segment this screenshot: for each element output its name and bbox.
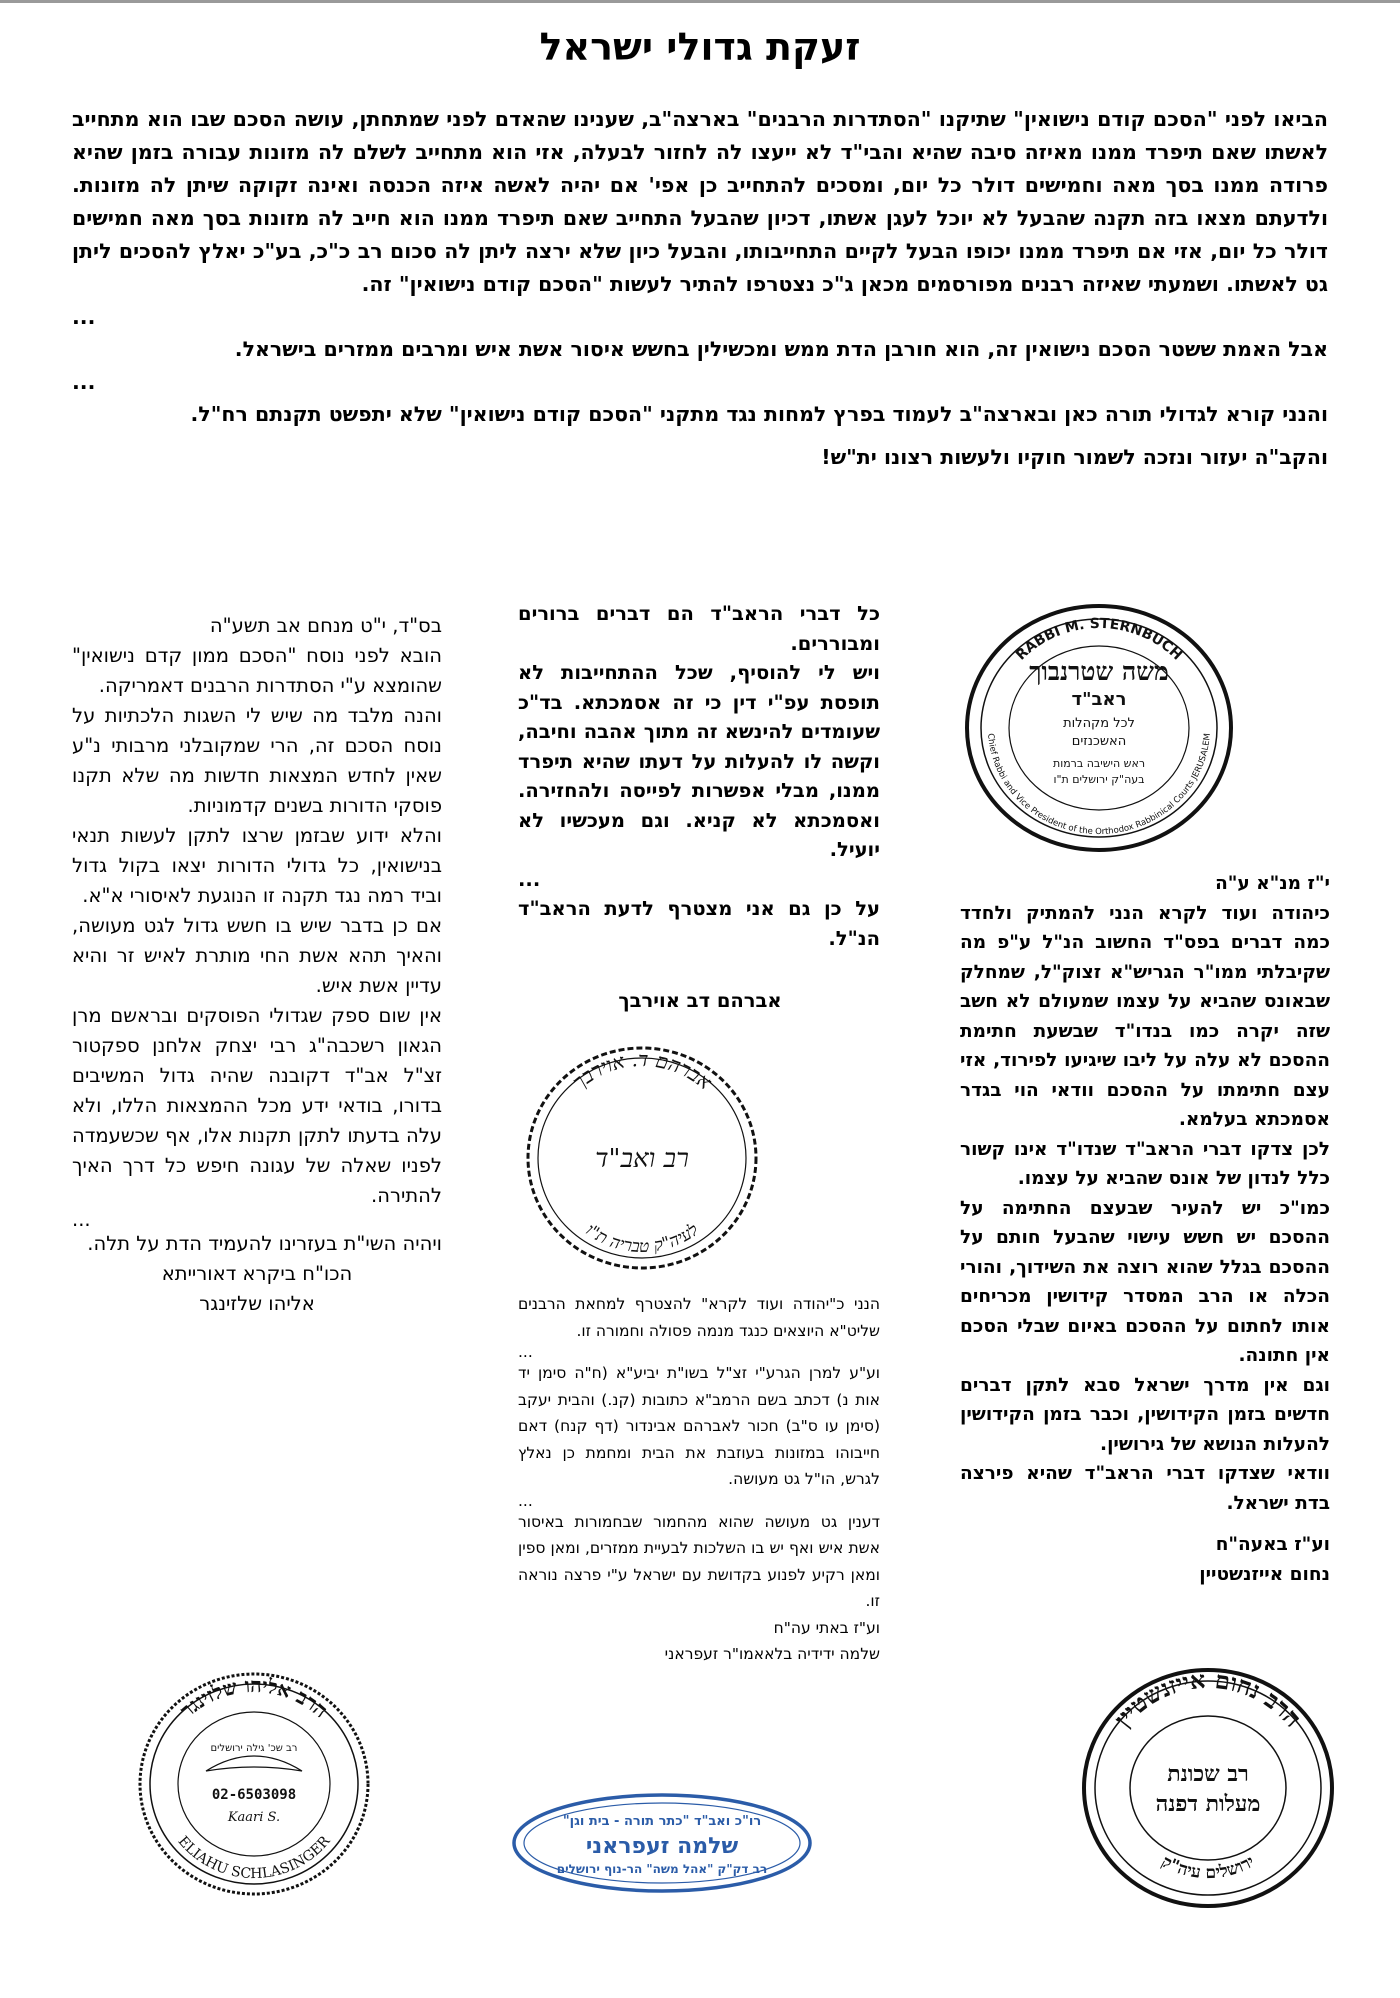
schlesinger-stamp-town: Kaari S. (227, 1810, 281, 1825)
svg-text:ירושלים עיה"ק (1158, 1852, 1258, 1883)
auerbach-stamp-arc: אברהם ד. אוירבך (567, 1046, 717, 1095)
schlesinger-date: בס"ד, י"ט מנחם אב תשע"ה (209, 614, 442, 637)
sternbuch-stamp-english-bottom: Chief Rabbi and Vice President of the Orthodox Rabbinical Courts JERUSALEM (985, 732, 1213, 838)
schlesinger-signature: אליהו שלזינגר (199, 1292, 315, 1315)
zafrani-paragraph-1: הנני כ"יהודה ועוד לקרא" להצטרף למחאת הרבנים שליט"א היוצאים כנגד מנמה פסולה וחמורה זו. (518, 1295, 880, 1340)
schlesinger-ellipsis: ... (72, 1208, 91, 1231)
auerbach-letter (518, 599, 880, 953)
zafrani-stamp (510, 1791, 814, 1895)
zafrani-sign-line: וע"ז באתי עה"ח (773, 1618, 880, 1637)
zafrani-stamp-graphic (510, 1791, 814, 1895)
svg-text:הרב אליהו שלזינגר (175, 1673, 333, 1723)
schlesinger-paragraph-6: ויהיה השי"ת בעזרינו להעמיד הדת על תלה. (87, 1232, 442, 1255)
zafrani-paragraph-3: דענין גט מעושה שהוא מהחמור שבחמורות באיסור אשת איש ואף יש בו השלכות לבעיית ממזרים, ומאן ספין ומאן רקיע לפנוע בקדושת עם ישראל ע"י פרצה נוראה זו. (518, 1512, 880, 1610)
sternbuch-stamp-line4: בעה"ק ירושלים ת"ו (1053, 773, 1145, 786)
eisenstein-stamp (1078, 1663, 1338, 1913)
intro-closing: והקב"ה יעזור ונזכה לשמור חוקיו ולעשות רצונו ית"ש! (821, 445, 1328, 469)
intro-ellipsis-1: ... (72, 305, 96, 329)
svg-text:אברהם ד. אוירבך (567, 1047, 717, 1095)
schlesinger-paragraph-5: אין שום ספק שגדולי הפוסקים ובראשם מרן הגאון רשכבה"ג רבי יצחק אלחנן ספקטור זצ"ל אב"ד דקובנה שהיה גדול המשיבים בדורו, בודאי ידע מכל ההמצאות הללו, ולא עלה בדעתו לתקן תקנות אלו, אף שכשעמדה לפניו שאלה של עגונה חיפש כל דרך האיך להתירה. (72, 1004, 442, 1207)
intro-paragraph-3: והנני קורא לגדולי תורה כאן ובארצה"ב לעמוד בפרץ למחות נגד מתקני "הסכם קודם נישואין" שלא יתפשט תקנתם רח"ל. (190, 402, 1328, 426)
auerbach-stamp-bottom: לעיה"ק טבריה ת"ו (581, 1220, 703, 1258)
eisenstein-paragraph-1: כיהודה ועוד לקרא הנני להמתיק ולחדד כמה דברים בפס"ד החשוב הנ"ל ע"פ מה שקיבלתי ממו"ר הגריש"א זצוק"ל, שמחלק שבאונס שהביא על עצמו שמעולם לא חשב שזה יקרה כמו בנדו"ד שבשעת חתימת ההסכם לא עלה על ליבו שיגיעו לפירוד, אזי עצם חתימתו על ההסכם וודאי הוי בגדר אסמכתא בעלמא. (960, 902, 1330, 1130)
svg-text:ELIAHU SCHLASINGER (175, 1833, 334, 1882)
auerbach-stamp-graphic (522, 1043, 762, 1273)
svg-text:לעיה"ק טבריה ת"ו (582, 1220, 703, 1257)
schlesinger-stamp-graphic (136, 1671, 372, 1897)
eisenstein-stamp-graphic (1078, 1663, 1338, 1913)
eisenstein-paragraph-3: כמו"כ יש להעיר שבעצם החתימה על ההסכם יש חשש עישוי שהבעל חותם על ההסכם בגלל שהוא רוצה את השידוך, והורי הכלה או הרב המסדר קידושין מכריחים אותו לחתום על ההסכם באיום שבלי הסכם אין חתונה. (960, 1197, 1330, 1366)
schlesinger-stamp-number: 02-6503098 (211, 1787, 297, 1803)
zafrani-ellipsis-2: ... (518, 1491, 533, 1510)
sternbuch-stamp-name: משה שטרנבוך (1029, 657, 1169, 686)
intro-ellipsis-2: ... (72, 370, 96, 394)
zafrani-stamp-name: שלמה זעפראני (585, 1834, 739, 1859)
eisenstein-paragraph-4: וגם אין מדרך ישראל סבא לתקן דברים חדשים בזמן הקידושין, וכבר בזמן הקידושין להעלות הנושא של גירושין. (960, 1374, 1330, 1455)
auerbach-paragraph-3: על כן גם אני מצטרף לדעת הראב"ד הנ"ל. (518, 897, 880, 950)
sternbuch-stamp-title: ראב"ד (1071, 689, 1127, 710)
eisenstein-stamp-arc-top: הרב נחום אייזנשטיין (1107, 1664, 1308, 1733)
intro-paragraph-2: אבל האמת ששטר הסכם נישואין זה, הוא חורבן הדת ממש ומכשילין בחשש איסור אשת איש ומרבים ממזרים בישראל. (234, 337, 1328, 361)
schlesinger-stamp-line1: רב שכ' גילה ירושלים (210, 1743, 298, 1754)
zafrani-letter (518, 1291, 880, 1668)
eisenstein-letter (960, 869, 1330, 1589)
schlesinger-stamp (136, 1671, 372, 1897)
sternbuch-stamp-line1: לכל מקהלות (1063, 716, 1135, 731)
zafrani-paragraph-2: וע"ע למרן הגרע"י זצ"ל בשו"ת יביע"א (ח"ה סימן יד אות נ) דכתב בשם הרמב"א כתובות (קנ.) והבית יעקב (סימן עו ס"ב) חכור לאברהם אבינדור (דף קנח) דאם חייבוהו במזונות בעוזבת את הבית ומחמת כן נאלץ לגרש, הו"ל גט מעושה. (518, 1364, 880, 1488)
auerbach-signature: אברהם דב אוירבך (618, 989, 782, 1012)
sternbuch-stamp (958, 597, 1240, 859)
sternbuch-stamp-line2: האשכנזים (1071, 734, 1127, 749)
sternbuch-stamp-graphic (958, 597, 1240, 859)
page-title: זעקת גדולי ישראל (539, 25, 861, 69)
sternbuch-stamp-line3: ראש הישיבה ברמות (1052, 757, 1146, 770)
intro-section (72, 103, 1328, 474)
eisenstein-paragraph-2: לכן צדקו דברי הראב"ד שנדו"ד אינו קשור כלל לנדון של אונס שהביא על עצמו. (960, 1138, 1330, 1189)
schlesinger-paragraph-4: אם כן בדבר שיש בו חשש גדול לגט מעושה, והאיך תהא אשת החי מותרת לאיש זר והיא עדיין אשת איש. (72, 914, 442, 997)
zafrani-ellipsis-1: ... (518, 1343, 533, 1361)
schlesinger-paragraph-3: והלא ידוע שבזמן שרצו לתקן לעשות תנאי בנישואין, כל גדולי הדורות יצאו בקול גדול וביד רמה נגד תקנה זו הנוגעת לאיסורי א"א. (72, 824, 442, 907)
eisenstein-paragraph-5: וודאי שצדקו דברי הראב"ד שהיא פירצה בדת ישראל. (960, 1463, 1330, 1514)
schlesinger-stamp-emblem (206, 1756, 302, 1771)
sternbuch-stamp-english-arc: RABBI M. STERNBUCH (1012, 615, 1185, 664)
svg-text:הרב נחום אייזנשטיין (1108, 1665, 1308, 1733)
auerbach-stamp (522, 1043, 762, 1273)
intro-paragraph-1: הביאו לפני "הסכם קודם נישואין" שתיקנו "הסתדרות הרבנים" בארצה"ב, שענינו שהאדם לפני שמתחתן, עושה הסכם שבו הוא מתחייב לאשתו שאם תיפרד ממנו מאיזה סיבה שהיא והבי"ד לא ייעצו לה לחזור לבעלה, אזי הוא מתחייב לשלם לה מזונות עבורה בזמן שהיא פרודה ממנו בסך מאה וחמישים דולר כל יום, ומסכים להתחייב כן אפי' אם יהיה לאשה איזה הכנסה ואינה זקוקה שיתן לה מזונות. ולדעתם מצאו בזה תקנה שהבעל לא יוכל לעגן אשתו, דכיון שהבעל התחייב שאם תיפרד ממנו הוא חייב לה מזונות בסך מאה חמישים דולר כל יום, אזי אם תיפרד ממנו יכופו הבעל לקיים התחייבותו, והבעל כיון שלא ירצה ליתן לה סכום רב כ"כ, בע"כ יאלץ להסכים ליתן גט לאשתו. ושמעתי שאיזה רבנים מפורסמים מכאן ג"כ נצטרפו להתיר לעשות "הסכם קודם נישואין" זה. (72, 107, 1328, 296)
eisenstein-stamp-line2: מעלות דפנה (1155, 1791, 1261, 1817)
zafrani-signature: שלמה ידידיה בלאאמו"ר זעפראני (664, 1645, 880, 1663)
schlesinger-paragraph-2: והנה מלבד מה שיש לי השגות הלכתיות על נוסח הסכם זה, הרי שמקובלני מרבותי נ"ע שאין לחדש המצאות חדשות מה שלא תקנו פוסקי הדורות בשנים קדמוניות. (72, 704, 442, 817)
schlesinger-stamp-arc-top: הרב אליהו שלזינגר (175, 1672, 333, 1723)
auerbach-paragraph-2: ויש לי להוסיף, שכל ההתחייבות לא תופסת עפ"י דין כי זה אסמכתא. בד"כ שעומדים להינשא זה מתוך אהבה וחיבה, וקשה לו להעלות על דעתו שהיא תיפרד ממנו, מבלי אפשרות לפייסה ולהחזירה. ואסמכתא לא קניא. וגם מעכשיו לא יועיל. (518, 661, 880, 861)
eisenstein-date: י"ז מנ"א ע"ה (1215, 873, 1330, 894)
auerbach-paragraph-1: כל דברי הראב"ד הם דברים ברורים ומבוררים. (518, 602, 880, 655)
auerbach-ellipsis: ... (518, 867, 541, 891)
zafrani-stamp-top: רו"כ ואב"ד "כתר תורה - בית וגן" (562, 1814, 762, 1829)
eisenstein-signature: נחום אייזנשטיין (1199, 1563, 1330, 1585)
eisenstein-stamp-line1: רב שכונת (1167, 1761, 1249, 1787)
eisenstein-stamp-arc-bottom: ירושלים עיה"ק (1157, 1851, 1259, 1884)
zafrani-stamp-bottom: רב דק"ק "אהל משה" הר-נוף ירושלים (556, 1862, 768, 1876)
auerbach-stamp-center: רב ואב"ד (595, 1144, 689, 1174)
schlesinger-stamp-english: ELIAHU SCHLASINGER (174, 1833, 334, 1883)
schlesinger-paragraph-1: הובא לפני נוסח "הסכם ממון קדם נישואין" שהומצא ע"י הסתדרות הרבנים דאמריקה. (72, 644, 442, 697)
schlesinger-letter (72, 611, 442, 1319)
schlesinger-sign-line: הכו"ח ביקרא דאורייתא (161, 1262, 353, 1285)
eisenstein-sign-line: וע"ז באעה"ח (1215, 1534, 1330, 1555)
